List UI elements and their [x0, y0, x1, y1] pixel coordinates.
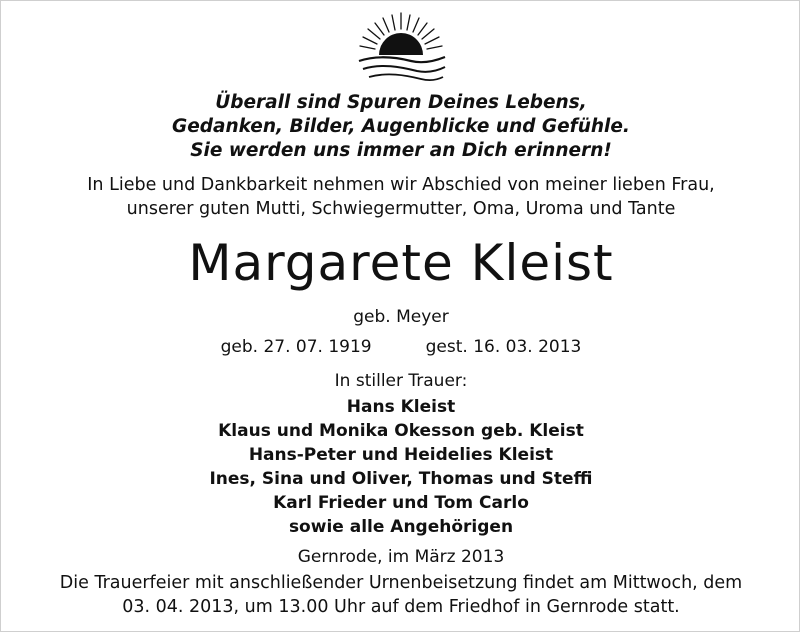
- sunrise-hills-icon: [355, 11, 447, 85]
- verse-line-1: Überall sind Spuren Deines Lebens,: [215, 92, 587, 113]
- mourner-6: sowie alle Angehörigen: [288, 517, 514, 537]
- place-date: Gernrode, im März 2013: [297, 547, 505, 567]
- mourner-5: Karl Frieder und Tom Carlo: [273, 493, 529, 513]
- maiden-name: geb. Meyer: [353, 307, 449, 327]
- funeral-info-line-2: 03. 04. 2013, um 13.00 Uhr auf dem Friedhof in Gernrode statt.: [122, 597, 680, 617]
- birth-date: geb. 27. 07. 1919: [220, 337, 372, 357]
- death-date: gest. 16. 03. 2013: [425, 337, 582, 357]
- mourner-1: Hans Kleist: [346, 397, 456, 417]
- intro-line-2: unserer guten Mutti, Schwiegermutter, Oma, Uroma und Tante: [126, 199, 676, 219]
- verse-line-2: Gedanken, Bilder, Augenblicke und Gefühle.: [172, 116, 630, 137]
- funeral-info-line-1: Die Trauerfeier mit anschließender Urnenbeisetzung findet am Mittwoch, dem: [59, 573, 743, 593]
- mourner-2: Klaus und Monika Okesson geb. Kleist: [218, 421, 584, 441]
- mourner-4: Ines, Sina und Oliver, Thomas und Steffi: [209, 469, 593, 489]
- intro-line-1: In Liebe und Dankbarkeit nehmen wir Abschied von meiner lieben Frau,: [87, 175, 715, 195]
- life-dates: [1, 335, 800, 359]
- verse-line-3: Sie werden uns immer an Dich erinnern!: [190, 140, 612, 161]
- deceased-name: Margarete Kleist: [188, 234, 614, 292]
- mourner-3: Hans-Peter und Heidelies Kleist: [248, 445, 554, 465]
- mourning-label: In stiller Trauer:: [334, 371, 468, 391]
